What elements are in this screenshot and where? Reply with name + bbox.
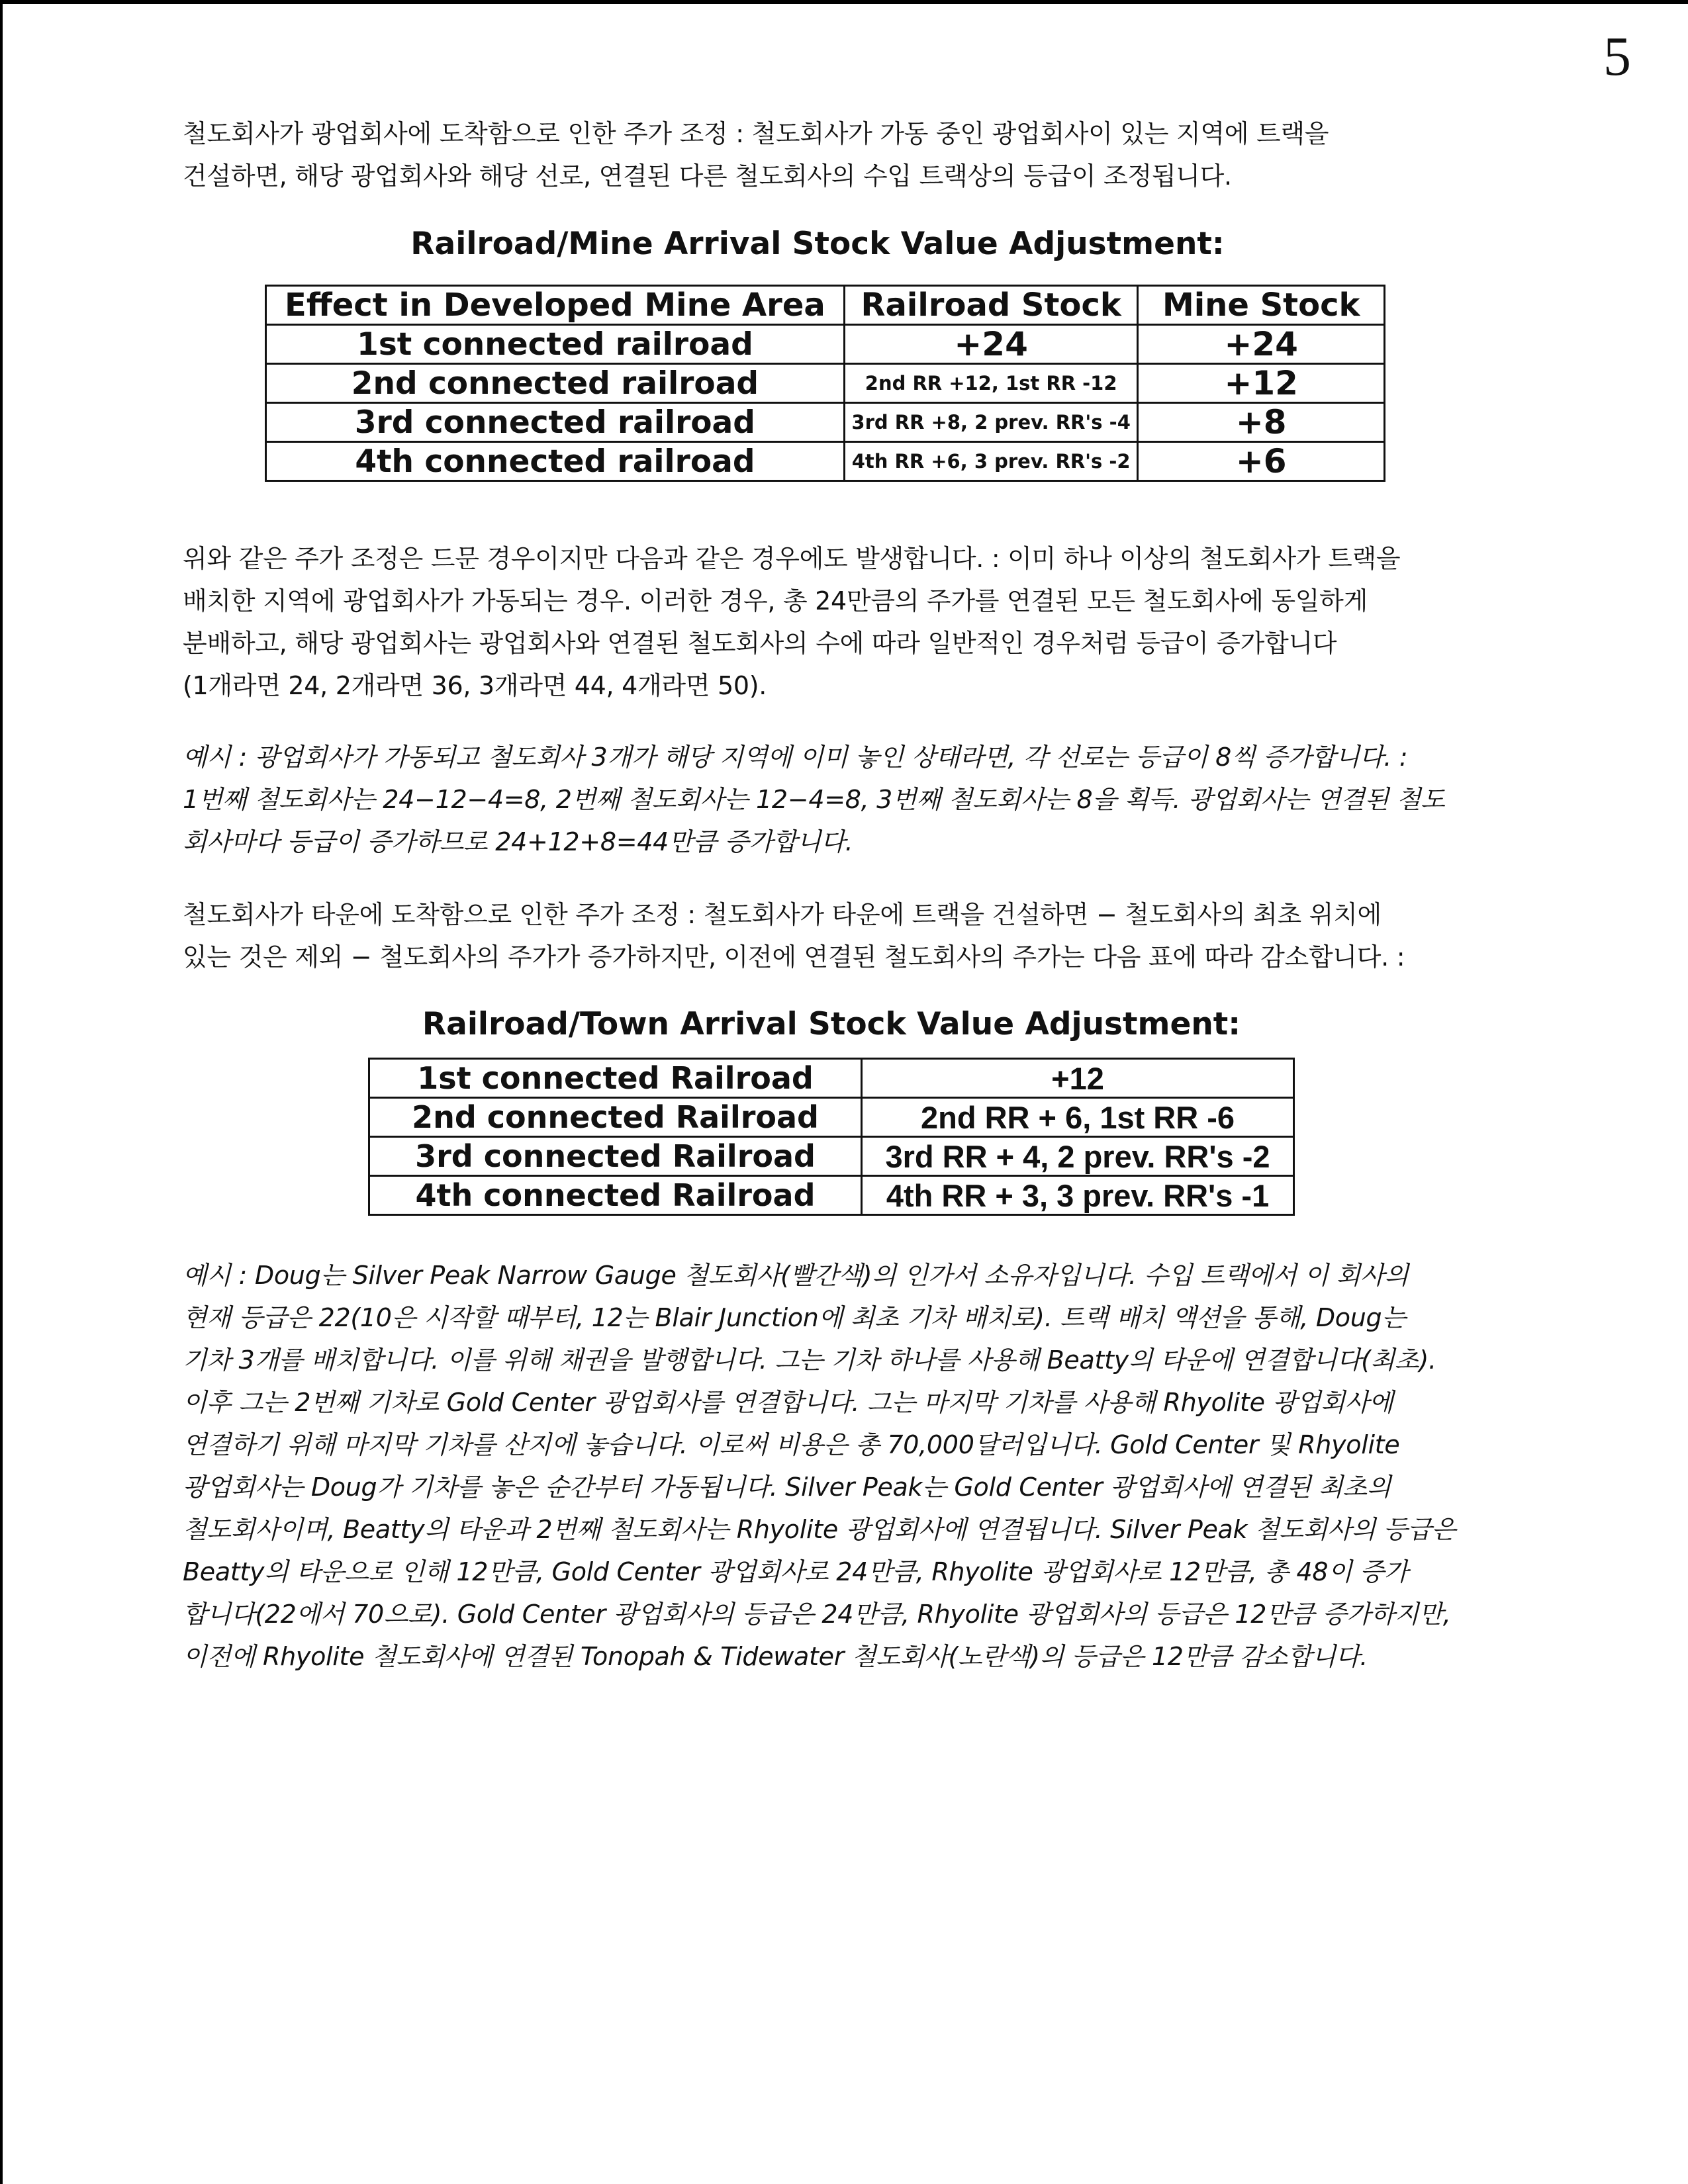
column-header: Railroad Stock xyxy=(844,286,1138,325)
text-line: 광업회사는 Doug가 기차를 놓은 순간부터 가동됩니다. Silver Peak는 Gold Center 광업회사에 연결된 최초의 xyxy=(183,1473,1391,1502)
town-table-title: Railroad/Town Arrival Stock Value Adjustment: xyxy=(422,1006,1241,1042)
text-line: 연결하기 위해 마지막 기차를 산지에 놓습니다. 이로써 비용은 총 70,000달러입니다. Gold Center 및 Rhyolite xyxy=(183,1430,1400,1459)
table-row xyxy=(266,325,1385,364)
text-line: 예시 : 광업회사가 가동되고 철도회사 3개가 해당 지역에 이미 놓인 상태라면, 각 선로는 등급이 8씩 증가합니다. : xyxy=(183,743,1408,772)
row-label: 4th connected railroad xyxy=(266,442,845,481)
column-header: Effect in Developed Mine Area xyxy=(266,286,845,325)
table-row xyxy=(369,1176,1294,1215)
text-line: 이후 그는 2번째 기차로 Gold Center 광업회사를 연결합니다. 그는 마지막 기차를 사용해 Rhyolite 광업회사에 xyxy=(183,1388,1393,1417)
text-line: 있는 것은 제외 − 철도회사의 주가가 증가하지만, 이전에 연결된 철도회사의 주가는 다음 표에 따라 감소합니다. : xyxy=(183,942,1405,972)
table-row xyxy=(266,442,1385,481)
text-line: 위와 같은 주가 조정은 드문 경우이지만 다음과 같은 경우에도 발생합니다. : 이미 하나 이상의 철도회사가 트랙을 xyxy=(183,544,1401,573)
mine-example-paragraph xyxy=(183,736,1533,863)
table-header-row xyxy=(266,286,1385,325)
text-line: Beatty의 타운으로 인해 12만큼, Gold Center 광업회사로 24만큼, Rhyolite 광업회사로 12만큼, 총 48이 증가 xyxy=(183,1557,1409,1586)
railroad-stock-value: +24 xyxy=(844,325,1138,364)
row-label: 3rd connected Railroad xyxy=(369,1137,862,1176)
railroad-stock-value: 3rd RR +8, 2 prev. RR's -4 xyxy=(844,403,1138,442)
mine-stock-value: +24 xyxy=(1138,325,1385,364)
table-row xyxy=(369,1137,1294,1176)
text-line: 회사마다 등급이 증가하므로 24+12+8=44만큼 증가합니다. xyxy=(183,827,853,856)
mine-stock-table xyxy=(265,285,1385,482)
stock-adjustment-value: +12 xyxy=(862,1059,1294,1098)
text-line: 예시 : Doug는 Silver Peak Narrow Gauge 철도회사(빨간색)의 인가서 소유자입니다. 수입 트랙에서 이 회사의 xyxy=(183,1261,1409,1290)
mine-arrival-intro xyxy=(183,113,1533,197)
page-border-left xyxy=(0,0,3,2184)
text-line: 건설하면, 해당 광업회사와 해당 선로, 연결된 다른 철도회사의 수입 트랙상의 등급이 조정됩니다. xyxy=(183,161,1232,191)
text-line: 철도회사가 광업회사에 도착함으로 인한 주가 조정 : 철도회사가 가동 중인 광업회사이 있는 지역에 트랙을 xyxy=(183,119,1329,148)
row-label: 2nd connected railroad xyxy=(266,364,845,403)
text-line: (1개라면 24, 2개라면 36, 3개라면 44, 4개라면 50). xyxy=(183,671,767,700)
text-line: 합니다(22에서 70으로). Gold Center 광업회사의 등급은 24만큼, Rhyolite 광업회사의 등급은 12만큼 증가하지만, xyxy=(183,1600,1451,1629)
town-arrival-intro xyxy=(183,893,1533,978)
table-row xyxy=(266,403,1385,442)
text-line: 이전에 Rhyolite 철도회사에 연결된 Tonopah & Tidewater 철도회사(노란색)의 등급은 12만큼 감소합니다. xyxy=(183,1642,1368,1671)
mine-stock-value: +8 xyxy=(1138,403,1385,442)
stock-adjustment-value: 2nd RR + 6, 1st RR -6 xyxy=(862,1098,1294,1137)
railroad-stock-value: 4th RR +6, 3 prev. RR's -2 xyxy=(844,442,1138,481)
text-line: 철도회사이며, Beatty의 타운과 2번째 철도회사는 Rhyolite 광업회사에 연결됩니다. Silver Peak 철도회사의 등급은 xyxy=(183,1515,1456,1544)
text-line: 1번째 철도회사는 24−12−4=8, 2번째 철도회사는 12−4=8, 3번째 철도회사는 8을 획득. 광업회사는 연결된 철도 xyxy=(183,785,1445,814)
text-line: 철도회사가 타운에 도착함으로 인한 주가 조정 : 철도회사가 타운에 트랙을 건설하면 − 철도회사의 최초 위치에 xyxy=(183,900,1382,929)
table-row xyxy=(369,1098,1294,1137)
text-line: 배치한 지역에 광업회사가 가동되는 경우. 이러한 경우, 총 24만큼의 주가를 연결된 모든 철도회사에 동일하게 xyxy=(183,586,1368,615)
railroad-stock-value: 2nd RR +12, 1st RR -12 xyxy=(844,364,1138,403)
mine-table-title: Railroad/Mine Arrival Stock Value Adjustment: xyxy=(410,226,1225,262)
doug-example-paragraph xyxy=(183,1254,1533,1678)
text-line: 기차 3개를 배치합니다. 이를 위해 채권을 발행합니다. 그는 기차 하나를 사용해 Beatty의 타운에 연결합니다(최초). xyxy=(183,1345,1436,1375)
stock-adjustment-value: 4th RR + 3, 3 prev. RR's -1 xyxy=(862,1176,1294,1215)
table-row xyxy=(266,364,1385,403)
page-border-top xyxy=(0,0,1688,4)
page-number: 5 xyxy=(1603,26,1631,87)
mine-stock-value: +6 xyxy=(1138,442,1385,481)
stock-adjustment-value: 3rd RR + 4, 2 prev. RR's -2 xyxy=(862,1137,1294,1176)
table-row xyxy=(369,1059,1294,1098)
text-line: 현재 등급은 22(10은 시작할 때부터, 12는 Blair Junction에 최초 기차 배치로). 트랙 배치 액션을 통해, Doug는 xyxy=(183,1303,1406,1332)
town-stock-table xyxy=(368,1058,1295,1216)
rare-case-paragraph xyxy=(183,537,1533,707)
text-line: 분배하고, 해당 광업회사는 광업회사와 연결된 철도회사의 수에 따라 일반적인 경우처럼 등급이 증가합니다 xyxy=(183,629,1337,658)
row-label: 1st connected railroad xyxy=(266,325,845,364)
row-label: 3rd connected railroad xyxy=(266,403,845,442)
column-header: Mine Stock xyxy=(1138,286,1385,325)
mine-stock-value: +12 xyxy=(1138,364,1385,403)
row-label: 1st connected Railroad xyxy=(369,1059,862,1098)
row-label: 4th connected Railroad xyxy=(369,1176,862,1215)
row-label: 2nd connected Railroad xyxy=(369,1098,862,1137)
